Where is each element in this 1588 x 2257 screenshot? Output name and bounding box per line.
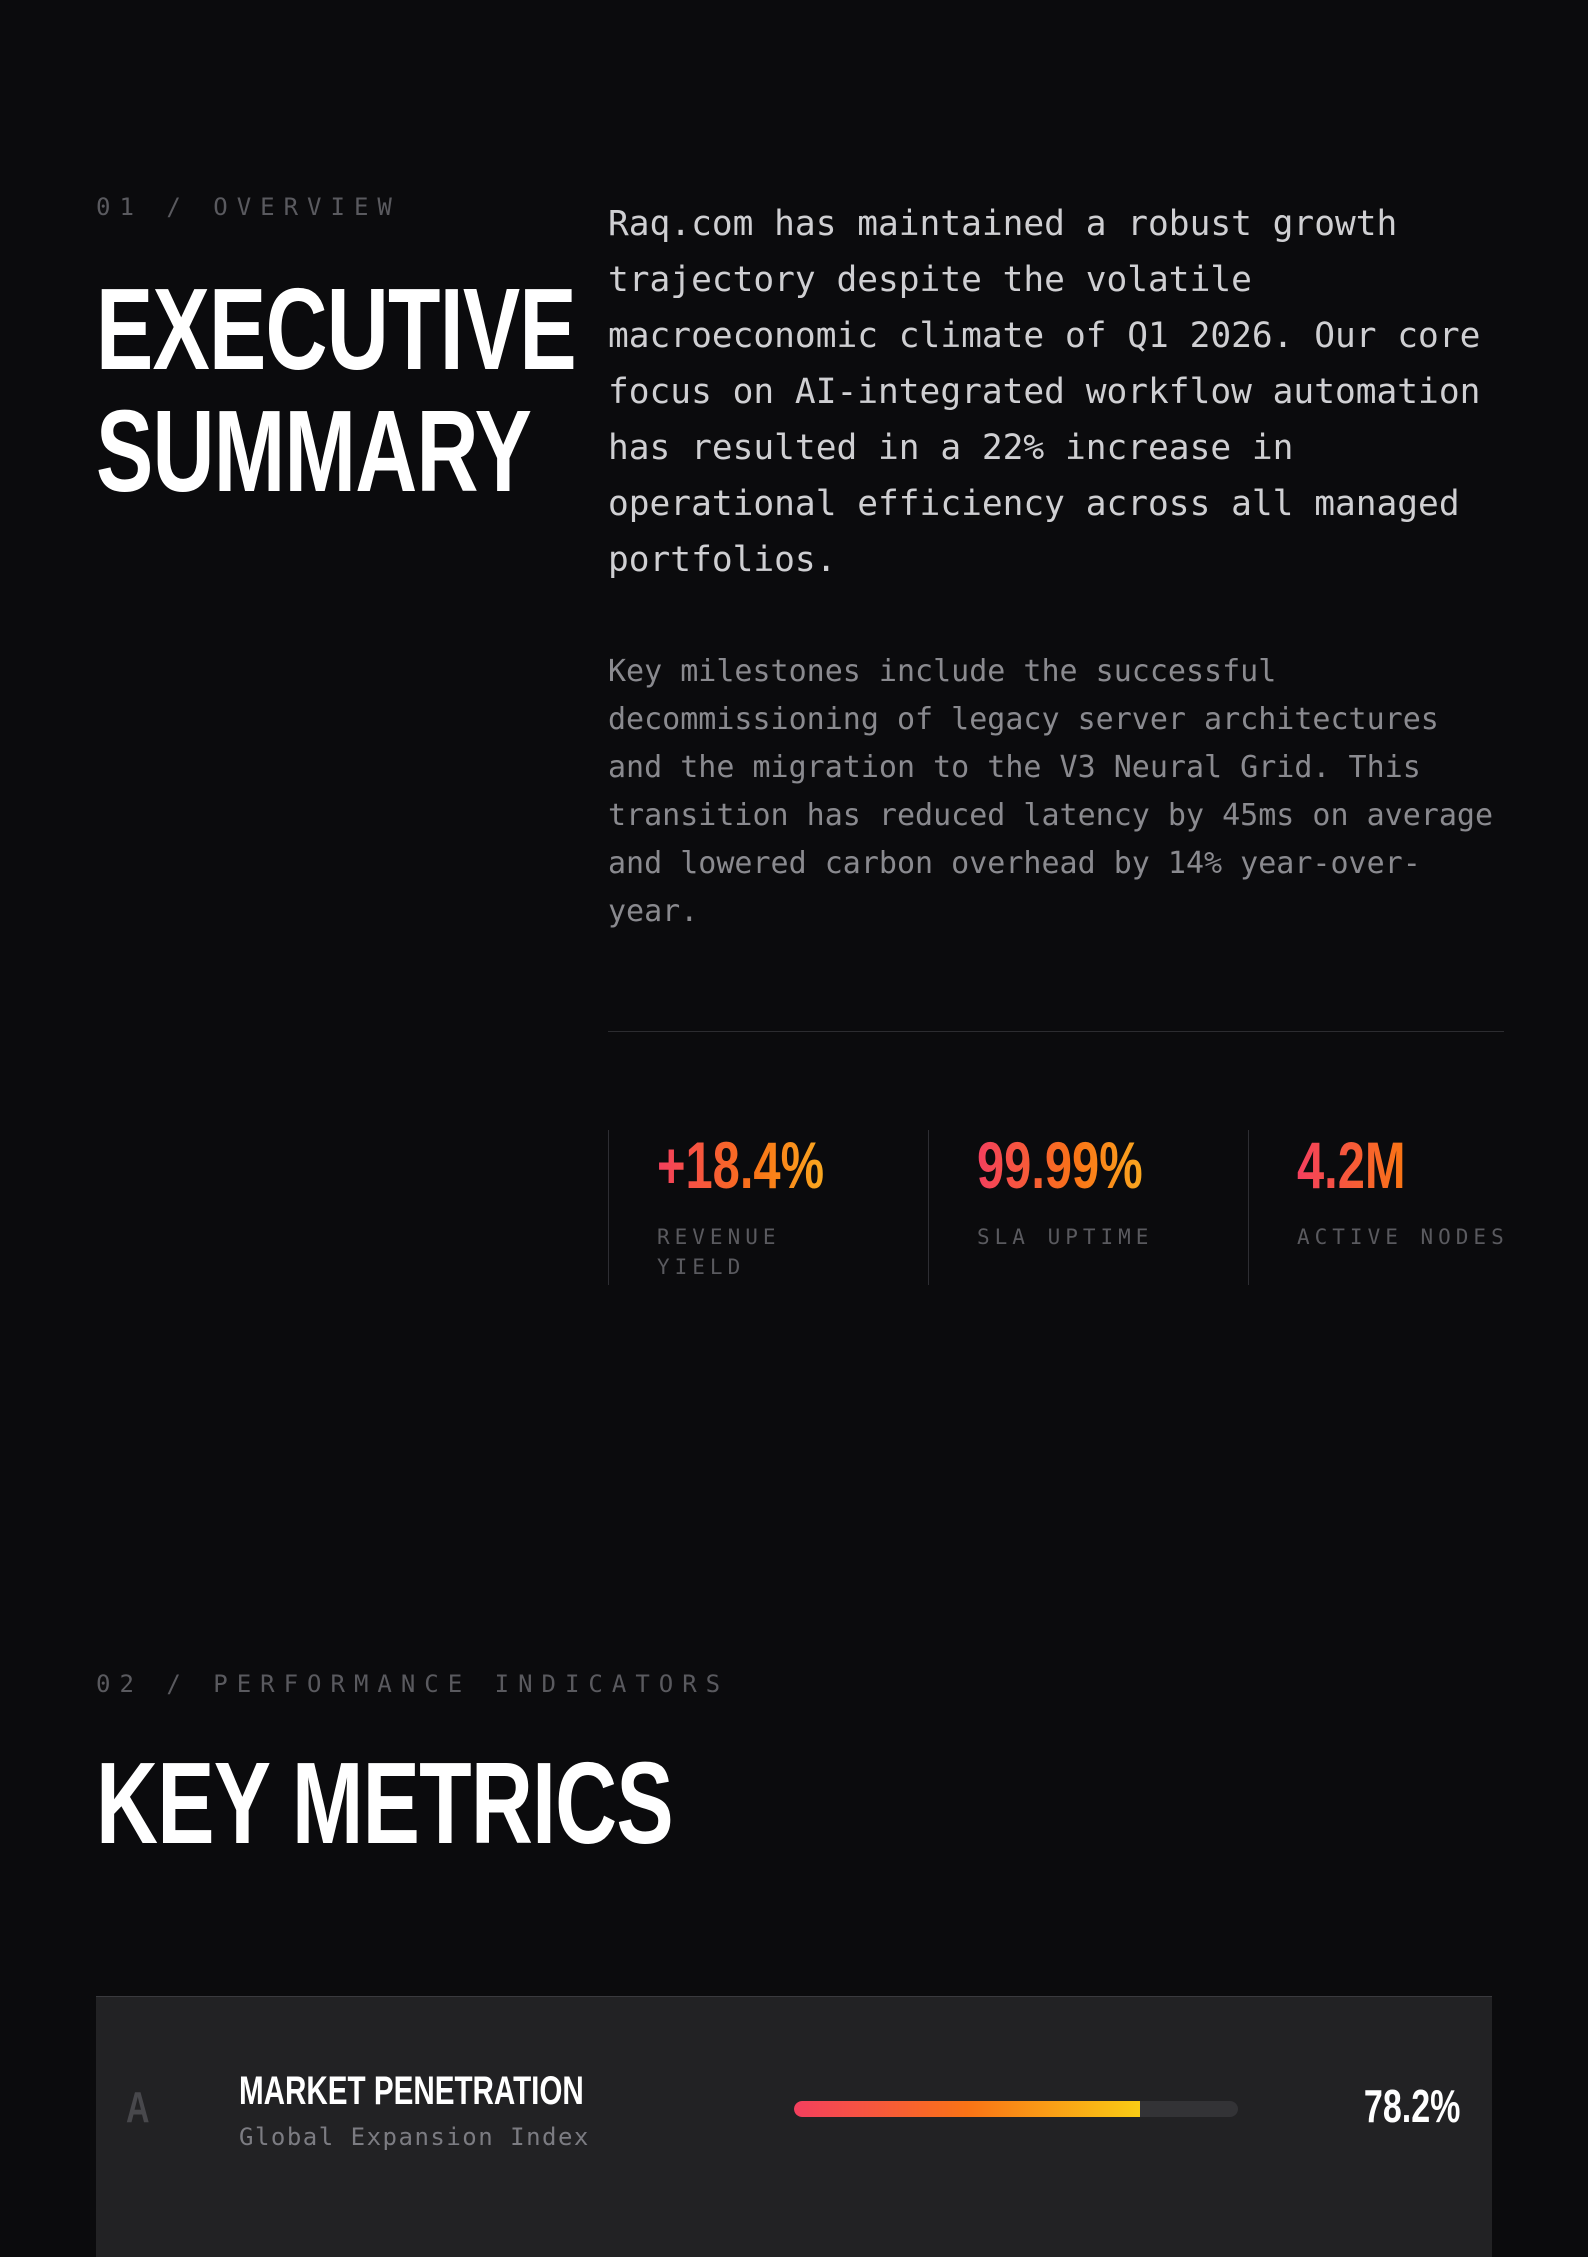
metric-card-market-penetration[interactable] (96, 1996, 1492, 2257)
stat-value: 99.99% (977, 1130, 1173, 1200)
metric-index-letter: A (126, 2083, 150, 2132)
executive-summary-title (96, 264, 576, 516)
stat-value: +18.4% (657, 1130, 853, 1200)
overview-secondary-paragraph: Key milestones include the successful decommissioning of legacy server architectures and the migration to the V3 Neural Grid. This transition has reduced latency by 45ms on average and lowered carbon overhead by 14% year-over-year. (608, 654, 1494, 929)
stat-label: REVENUE YIELD (657, 1225, 781, 1279)
metric-name: MARKET PENETRATION (239, 2069, 584, 2113)
performance-eyebrow: 02 / PERFORMANCE INDICATORS (96, 1670, 730, 1698)
title-line-1: EXECUTIVE (96, 264, 576, 394)
title-line-2: SUMMARY (96, 386, 532, 516)
overview-eyebrow: 01 / OVERVIEW (96, 193, 401, 221)
key-metrics-title: KEY METRICS (96, 1738, 673, 1868)
metric-subtitle: Global Expansion Index (239, 2123, 590, 2151)
stat-label: ACTIVE NODES (1297, 1225, 1509, 1249)
stat-active-nodes (1248, 1130, 1579, 1285)
stat-label: SLA UPTIME (977, 1225, 1154, 1249)
metric-value: 78.2% (1363, 2080, 1460, 2132)
stat-revenue-yield (608, 1130, 922, 1285)
stat-value: 4.2M (1297, 1130, 1506, 1200)
section-divider (608, 1031, 1504, 1032)
metric-progress-track (794, 2101, 1238, 2117)
overview-lead-paragraph: Raq.com has maintained a robust growth trajectory despite the volatile macroeconomic climate of Q1 2026. Our core focus on AI-integrated workflow automation has resulted in a 22% increase in operational efficiency across all managed portfolios. (608, 204, 1481, 580)
metric-progress-fill (794, 2101, 1140, 2117)
stat-sla-uptime (928, 1130, 1242, 1285)
